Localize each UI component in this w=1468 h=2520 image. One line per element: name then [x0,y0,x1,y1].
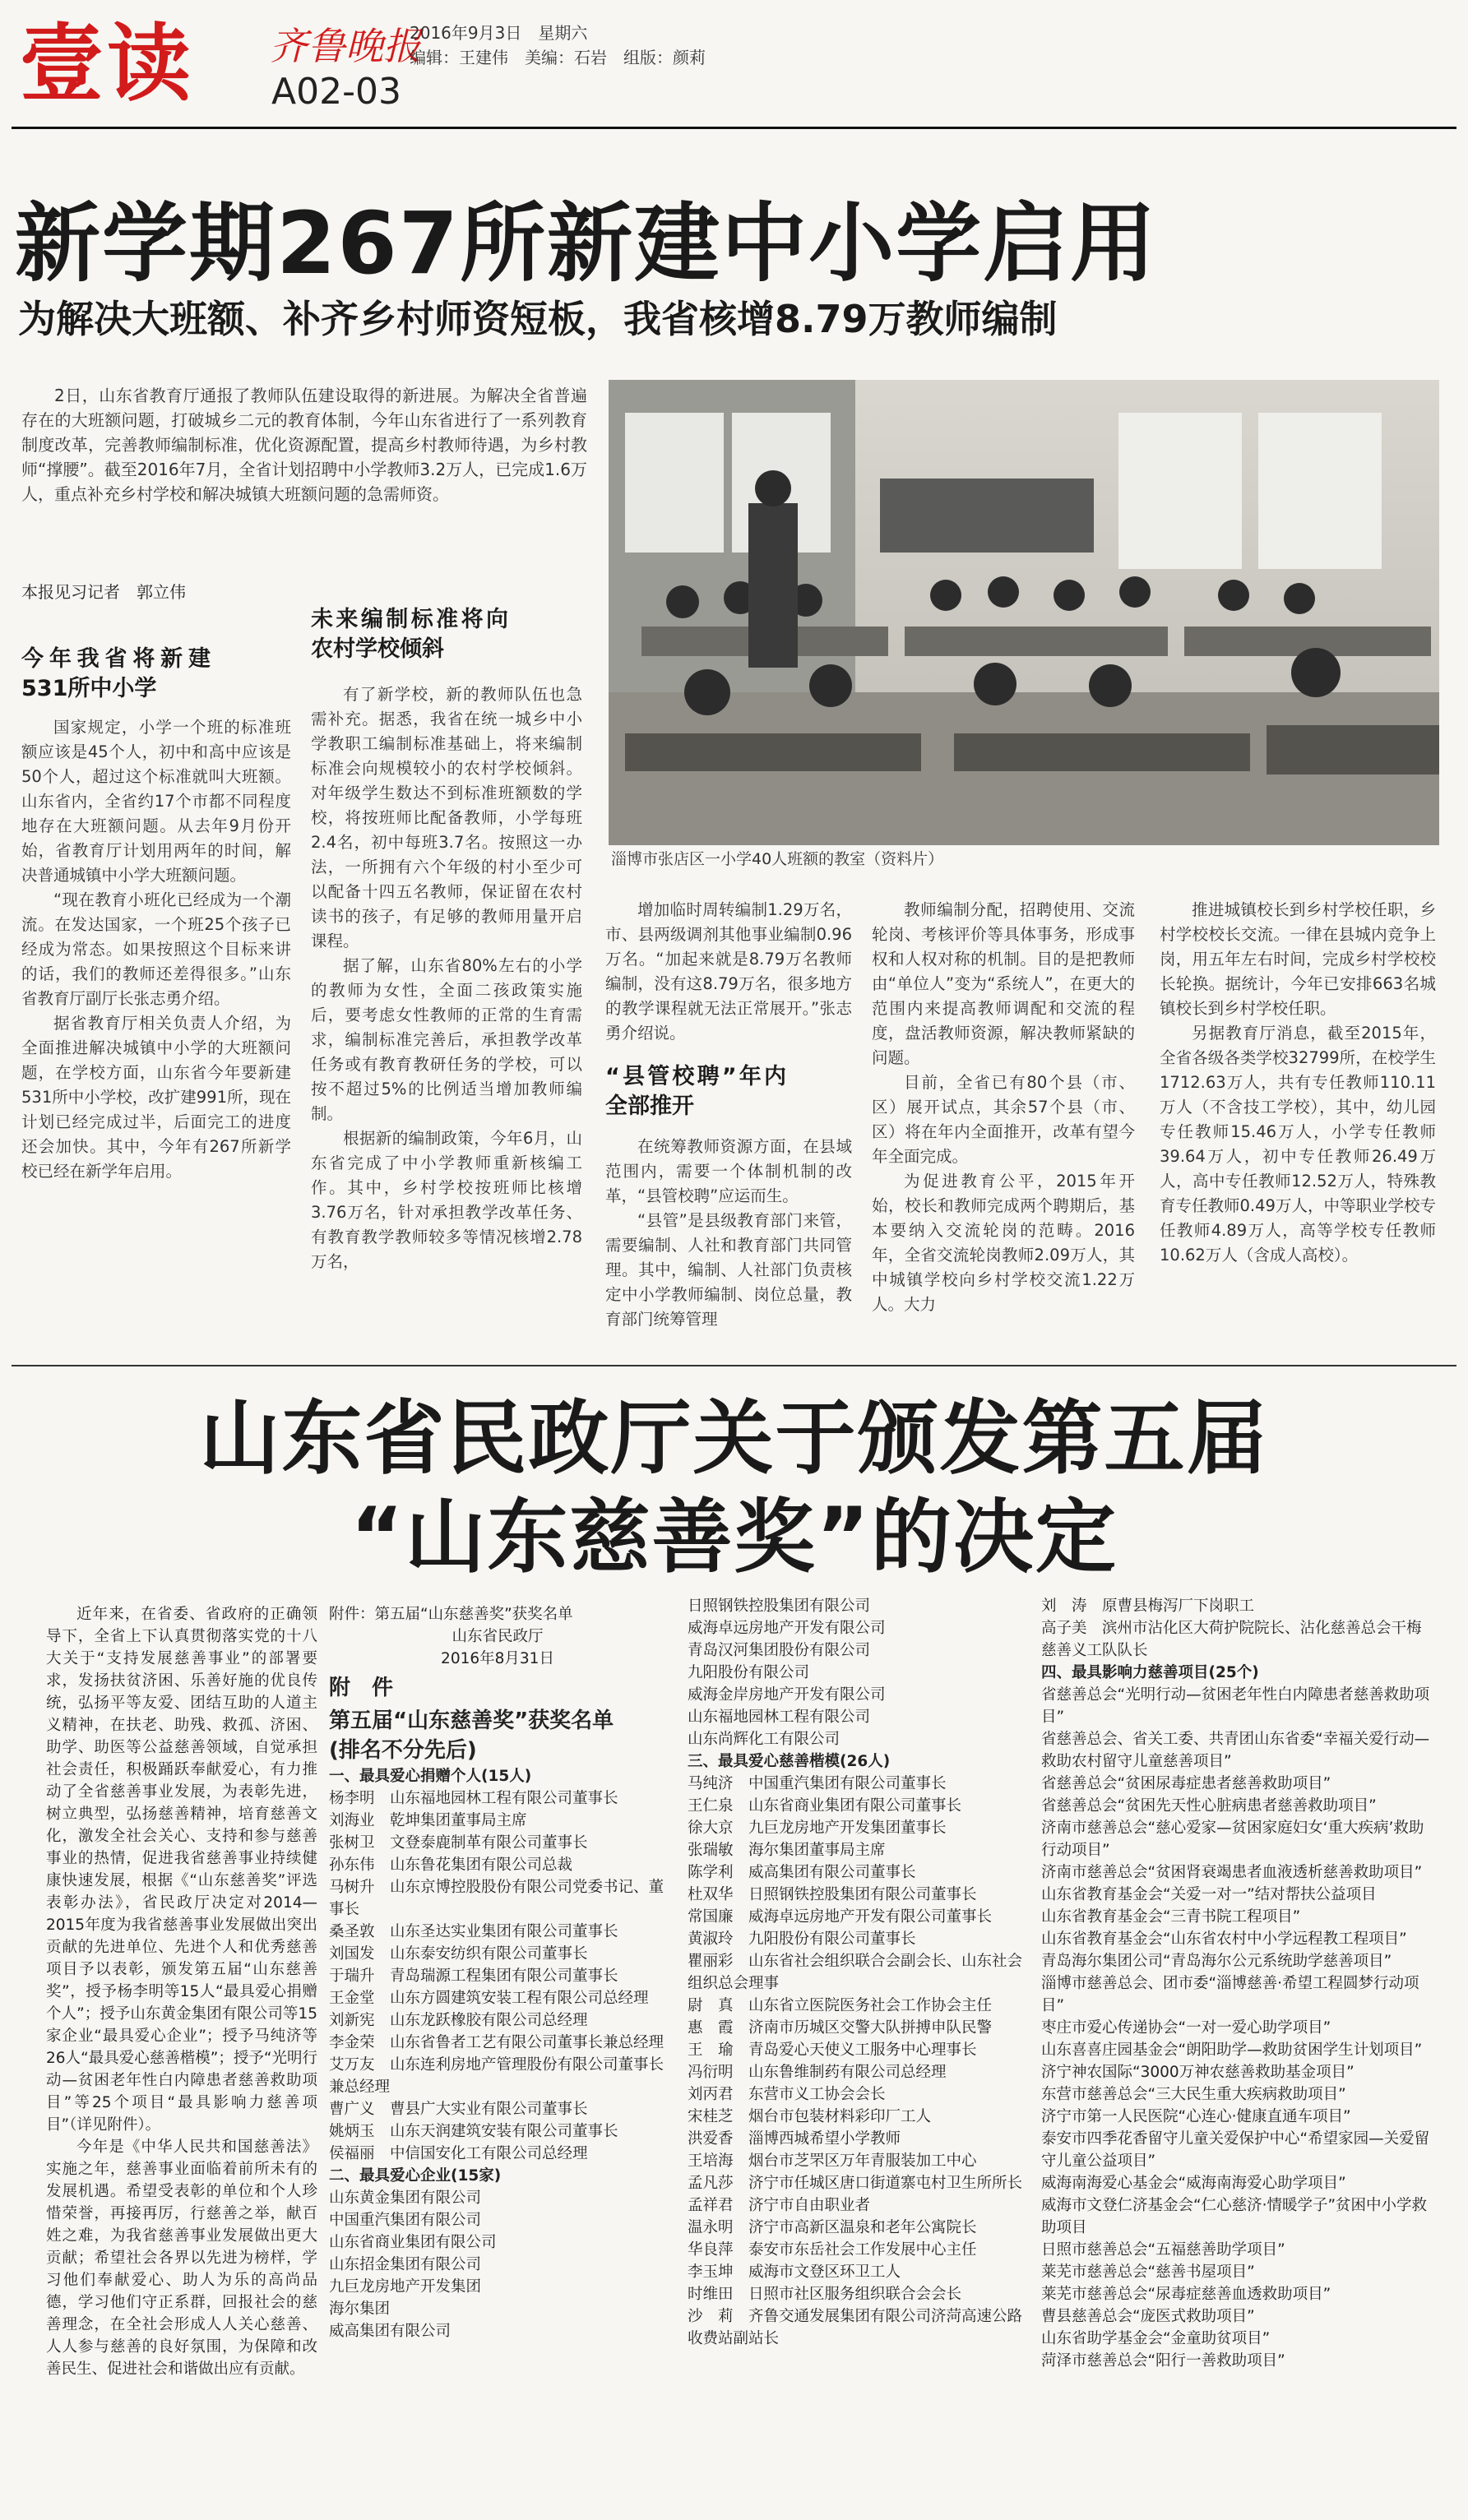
article-column-3: 增加临时周转编制1.29万名，市、县两级调剂其他事业编制0.96万名。“加起来就是8.79万名教师编制，没有这8.79万名，很多地方的教学课程就无法正常展开。”张志勇介绍说。 “县管校聘”年内全部推开 在统筹教师资源方面，在县域范围内，需要一个体制机制的改革，“县管校聘”应运而生。 “县管”是县级教育部门来管，需要编制、人社和教育部门共同管理。其中，编制、人社部门负责核定中小学教师编制、岗位总量，教育部门统筹管理 [605,900,852,1329]
awardee-individual: 王金堂 山东方圆建筑安装工程有限公司总经理 [329,1990,649,2007]
awardee-company: 威高集团有限公司 [329,2323,452,2340]
awardee-company: 日照钢铁控股集团有限公司 [688,1598,871,1615]
notice-annex [329,1603,666,2342]
awardee-project: 威海市文登仁济基金会“仁心慈济·情暖学子”贫困中小学救助项目 [1041,2197,1428,2236]
article-column-5: 推进城镇校长到乡村学校任职，乡村学校校长交流。一律在县城内竞争上岗，用五年左右时间，完成乡村学校校长轮换。据统计，今年已安排663名城镇校长到乡村学校任职。 另据教育厅消息，截至2015年，全省各级各类学校32799所，在校学生1712.63万人，共有专任教师110.11万人（不含技工学校），其中，幼儿园专任教师15.46万人，小学专任教师39.64万人，初中专任教师26.49万人，高中专任教师12.52万人，特殊教育专任教师0.49万人，中等职业学校专任教师4.89万人，高等学校专任教师10.62万人（含成人高校）。 [1160,900,1436,1265]
awardee-individual: 曹广义 曹县广大实业有限公司董事长 [329,2101,588,2118]
page-number: A02-03 [271,71,401,113]
awardee-individual: 刘海业 乾坤集团董事局主席 [329,1812,527,1829]
awardee-model: 常国廉 威海卓远房地产开发有限公司董事长 [688,1908,993,1926]
awardee-company: 九阳股份有限公司 [688,1664,810,1681]
awardee-company: 山东尚辉化工有限公司 [688,1731,841,1748]
awardee-company: 山东省商业集团有限公司 [329,2234,497,2251]
award-list-title: 第五届“山东慈善奖”获奖名单 [329,1709,614,1733]
awardee-model: 华良萍 泰安市东岳社会工作发展中心主任 [688,2241,977,2259]
awardee-individual: 艾万友 山东连利房地产管理股份有限公司董事长兼总经理 [329,2056,665,2096]
annex-title: 附件：第五届“山东慈善奖”获奖名单 [329,1606,573,1623]
article-column-2: 未来编制标准将向农村学校倾斜 有了新学校，新的教师队伍也急需补充。据悉，我省在统一城乡中小学教职工编制标准基础上，将来编制标准会向规模较小的农村学校倾斜。对年级学生数达不到标准班额数的学校，将按班师比配备教师，小学每班2.4名，初中每班3.7名。按照这一办法，一所拥有六个年级的村小至少可以配备十四五名教师，保证留在农村读书的孩子，有足够的教师用量开启课程。 据了解，山东省80%左右的小学的教师为女性，全面二孩政策实施后，要考虑女性教师的正常的生育需求，编制标准完善后，承担教学改革任务或有教育教研任务的学校，可以按不超过5%的比例适当增加教师编制。 根据新的编制政策，今年6月，山东省完成了中小学教师重新核编工作。其中，乡村学校按班师比核增3.76万名，针对承担教学改革任务、有教育教学教师较多等情况核增2.78万名， [311,607,582,1271]
awardee-project: 泰安市四季花香留守儿童关爱保护中心“希望家园—关爱留守儿童公益项目” [1041,2130,1430,2170]
notice-body: 近年来，在省委、省政府的正确领导下，全省上下认真贯彻落实党的十八大关于“支持发展慈善事业”的部署要求，发扬扶贫济困、乐善好施的优良传统，弘扬平等友爱、团结互助的人道主义精神，在扶老、助残、救孤、济困、助学、助医等公益慈善领域，自觉承担社会责任，积极踊跃奉献爱心，有力推动了全省慈善事业发展，为表彰先进，树立典型，弘扬慈善精神，培育慈善文化，激发全社会关心、支持和参与慈善事业的热情，促进我省慈善事业持续健康快速发展，根据《“山东慈善奖”评选表彰办法》，省民政厅决定对2014—2015年度为我省慈善事业发展做出突出贡献的先进单位、先进个人和优秀慈善项目予以表彰，颁发第五届“山东慈善奖”，授予杨李明等15人“最具爱心捐赠个人”；授予山东黄金集团有限公司等15家企业“最具爱心企业”；授予马纯济等26人“最具爱心慈善楷模”；授予“光明行动—贫困老年性白内障患者慈善救助项目”等25个项目“最具影响力慈善项目”（详见附件）。 今年是《中华人民共和国慈善法》实施之年，慈善事业面临着前所未有的发展机遇。希望受表彰的单位和个人珍惜荣誉，再接再厉，行慈善之举，献百姓之难，为我省慈善事业发展做出更大贡献；希望社会各界以先进为榜样，学习他们奉献爱心、助人为乐的高尚品德，学习他们守正系群，回报社会的慈善理念，在全社会形成人人关心慈善、人人参与慈善的良好氛围，为保障和改善民生、促进社会和谐做出应有贡献。 [46,1606,317,2378]
awardee-company: 威海卓远房地产开发有限公司 [688,1620,886,1637]
byline: 本报见习记者 郭立伟 [21,582,186,602]
awardee-individual: 桑圣敦 山东圣达实业集团有限公司董事长 [329,1923,618,1940]
awardee-project: 省慈善总会“光明行动—贫困老年性白内障患者慈善救助项目” [1041,1686,1430,1726]
notice-title-line-2: “山东慈善奖”的决定 [350,1491,1118,1584]
awardee-individual: 张树卫 文登泰鹿制革有限公司董事长 [329,1834,588,1852]
awardee-model: 孟祥君 济宁市自由职业者 [688,2197,871,2214]
subheadline: 为解决大班额、补齐乡村师资短板，我省核增8.79万教师编制 [18,297,1058,341]
awardee-model: 杜双华 日照钢铁控股集团有限公司董事长 [688,1886,977,1903]
awardee-individual: 李金荣 山东省鲁者工艺有限公司董事长兼总经理 [329,2034,665,2051]
awardee-model: 马纯济 中国重汽集团有限公司董事长 [688,1775,947,1792]
awardee-individual: 杨李明 山东福地园林工程有限公司董事长 [329,1790,618,1807]
notice-title-line-1: 山东省民政厅关于颁发第五届 [199,1392,1269,1486]
awardee-project: 青岛海尔集团公司“青岛海尔公元系统助学慈善项目” [1041,1953,1392,1970]
awardee-project: 莱芜市慈善总会“尿毒症慈善血透救助项目” [1041,2286,1331,2303]
awardee-company: 山东福地园林工程有限公司 [688,1709,871,1726]
awardee-project: 济南市慈善总会“慈心爱家—贫困家庭妇女‘重大疾病’救助行动项目” [1041,1819,1424,1859]
awardee-project: 山东省教育基金会“关爱一对一”结对帮扶公益项目 [1041,1886,1377,1903]
awardee-project: 山东省教育基金会“山东省农村中小学远程教工程项目” [1041,1930,1407,1948]
awardee-model: 时维田 日照市社区服务组织联合会会长 [688,2286,962,2303]
awardee-individual: 姚炳玉 山东天润建筑安装有限公司董事长 [329,2123,618,2140]
section-heading: 今年我省将新建531所中小学 [21,646,211,701]
awardee-project: 菏泽市慈善总会“阳行一善救助项目” [1041,2352,1285,2370]
awardee-individual: 于瑞升 青岛瑞源工程集团有限公司董事长 [329,1967,618,1985]
notice-list-column-3 [688,1595,1033,2350]
awardee-individual: 孙东伟 山东鲁花集团有限公司总裁 [329,1856,573,1874]
awardee-project: 枣庄市爱心传递协会“一对一爱心助学项目” [1041,2019,1331,2037]
awardee-model: 李玉坤 威海市文登区环卫工人 [688,2263,901,2281]
awardee-model: 孟凡莎 济宁市任城区唐口街道寨屯村卫生所所长 [688,2175,1023,2192]
editor-credits: 编辑：王建伟 美编：石岩 组版：颜莉 [410,48,706,67]
classroom-photo-image [609,380,1439,845]
awardee-project: 省慈善总会“贫困先天性心脏病患者慈善救助项目” [1041,1797,1377,1815]
awardee-model: 高子美 滨州市沾化区大荷护院院长、沾化慈善总会干梅慈善义工队队长 [1041,1620,1422,1659]
awardee-company: 九巨龙房地产开发集团 [329,2278,482,2296]
awardee-project: 淄博市慈善总会、团市委“淄博慈善·希望工程圆梦行动项目” [1041,1975,1419,2014]
awardee-project: 山东省教育基金会“三青书院工程项目” [1041,1908,1301,1926]
awardee-project: 东营市慈善总会“三大民生重大疾病救助项目” [1041,2086,1346,2103]
awardee-company: 海尔集团 [329,2300,391,2318]
awardee-project: 济南市慈善总会“贫困肾衰竭患者血液透析慈善救助项目” [1041,1864,1423,1881]
issuer: 山东省民政厅 [452,1628,544,1645]
award-list-subtitle: (排名不分先后) [329,1738,477,1763]
awardee-project: 山东喜喜庄园基金会“朗阳助学—救助贫困学生计划项目” [1041,2041,1423,2059]
awardee-project: 山东省助学基金会“金童助贫项目” [1041,2330,1271,2347]
article-column-1: 今年我省将新建531所中小学 国家规定，小学一个班的标准班额应该是45个人，初中和高中应该是50个人，超过这个标准就叫大班额。山东省内，全省约17个市都不同程度地存在大班额问题。从去年9月份开始，省教育厅计划用两年的时间，解决普通城镇中小学大班额问题。 “现在教育小班化已经成为一个潮流。在发达国家，一个班25个孩子已经成为常态。如果按照这个目标来讲的话，我们的教师还差得很多。”山东省教育厅副厅长张志勇介绍。 据省教育厅相关负责人介绍，为全面推进解决城镇中小学的大班额问题，在学校方面，山东省今年要新建531所中小学校，改扩建991所，现在计划已经完成过半，后面完工的进度还会加快。其中，今年有267所新学校已经在新学年启用。 [21,646,291,1181]
awardee-model: 王仁泉 山东省商业集团有限公司董事长 [688,1797,962,1815]
article-column-4: 教师编制分配，招聘使用、交流轮岗、考核评价等具体事务，形成事权和人权对称的机制。目的是把教师由“单位人”变为“系统人”，在更大的范围内来提高教师调配和交流的程度，盘活教师资源，解决教师紧缺的问题。 目前，全省已有80个县（市、区）展开试点，其余57个县（市、区）将在年内全面推开，改革有望今年全面完成。 为促进教育公平，2015年开始，校长和教师完成两个聘期后，基本要纳入交流轮岗的范畴。2016年，全省交流轮岗教师2.09万人，其中城镇学校向乡村学校交流1.22万人。大力 [872,900,1135,1314]
awardee-individual: 马树升 山东京博控股股份有限公司党委书记、董事长 [329,1879,665,1918]
photo-caption: 淄博市张店区一小学40人班额的教室（资料片） [611,850,944,868]
awardee-individual: 刘国发 山东泰安纺织有限公司董事长 [329,1945,588,1963]
awardee-model: 洪爱香 淄博西城希望小学教师 [688,2130,901,2148]
awardee-model: 刘丙君 东营市义工协会会长 [688,2086,886,2103]
section-heading: 未来编制标准将向农村学校倾斜 [311,607,508,662]
awardee-project: 省慈善总会“贫困尿毒症患者慈善救助项目” [1041,1775,1331,1792]
intro-paragraph: 2日，山东省教育厅通报了教师队伍建设取得的新进展。为解决全省普遍存在的大班额问题，打破城乡二元的教育体制，今年山东省进行了一系列教育制度改革，完善教师编制标准，优化资源配置，提高乡村教师待遇，为乡村教师“撑腰”。截至2016年7月，全省计划招聘中小学教师3.2万人，已完成1.6万人，重点补充乡村学校和解决城镇大班额问题的急需师资。 [21,386,587,504]
awardee-model: 尉 真 山东省立医院医务社会工作协会主任 [688,1997,993,2014]
awardee-company: 山东黄金集团有限公司 [329,2189,482,2207]
awardee-model: 王 瑜 青岛爱心天使义工服务中心理事长 [688,2041,977,2059]
awardee-model: 黄淑玲 九阳股份有限公司董事长 [688,1930,916,1948]
masthead-rule [12,127,1456,129]
awardee-model: 沙 莉 齐鲁交通发展集团有限公司济菏高速公路收费站副站长 [688,2308,1023,2347]
awardee-company: 威海金岸房地产开发有限公司 [688,1686,886,1704]
awardee-individual: 刘新宪 山东龙跃橡胶有限公司总经理 [329,2012,588,2029]
attachment-label: 附 件 [329,1676,394,1700]
classroom-photo [609,380,1439,845]
awardee-company: 青岛汉河集团股份有限公司 [688,1642,871,1659]
awardee-project: 曹县慈善总会“庞医式救助项目” [1041,2308,1255,2325]
notice-title [0,1389,1468,1587]
awardee-project: 省慈善总会、省关工委、共青团山东省委“幸福关爱行动—救助农村留守儿童慈善项目” [1041,1731,1430,1770]
section-heading: 二、最具爱心企业(15家) [329,2167,502,2185]
awardee-project: 莱芜市慈善总会“慈善书屋项目” [1041,2263,1255,2281]
awardee-project: 济宁市第一人民医院“心连心·健康直通车项目” [1041,2108,1351,2125]
awardee-model: 张瑞敏 海尔集团董事局主席 [688,1842,886,1859]
awardee-model: 冯衍明 山东鲁维制药有限公司总经理 [688,2064,947,2081]
awardee-model: 陈学利 威高集团有限公司董事长 [688,1864,916,1881]
newspaper-logo: 齐鲁晚报 [270,24,421,68]
section-heading: 四、最具影响力慈善项目(25个) [1041,1664,1259,1681]
awardee-model: 刘 涛 原曹县梅泻厂下岗职工 [1041,1598,1255,1615]
awardee-model: 徐大京 九巨龙房地产开发集团董事长 [688,1819,947,1837]
awardee-individual: 侯福丽 中信国安化工有限公司总经理 [329,2145,588,2162]
awardee-company: 山东招金集团有限公司 [329,2256,482,2273]
awardee-project: 威海南海爱心基金会“威海南海爱心助学项目” [1041,2175,1346,2192]
awardee-project: 济宁神农国际“3000万神农慈善救助基金项目” [1041,2064,1355,2081]
headline: 新学期267所新建中小学启用 [15,193,1158,294]
awardee-project: 日照市慈善总会“五福慈善助学项目” [1041,2241,1285,2259]
section-heading: 一、最具爱心捐赠个人(15人) [329,1768,532,1785]
awardee-model: 瞿丽彩 山东省社会组织联合会副会长、山东社会组织总会理事 [688,1953,1023,1992]
awardee-model: 温永明 济宁市高新区温泉和老年公寓院长 [688,2219,977,2236]
awardee-model: 王培海 烟台市芝罘区万年青服装加工中心 [688,2152,977,2170]
notice-list-column-4 [1041,1595,1436,2372]
section-heading: “县管校聘”年内全部推开 [605,1064,786,1119]
issue-date: 2016年8月31日 [441,1650,554,1667]
section-logo: 壹读 [20,16,194,113]
section-heading: 三、最具爱心慈善楷模(26人) [688,1753,891,1770]
awardee-model: 惠 霞 济南市历城区交警大队拼搏申队民警 [688,2019,993,2037]
awardee-company: 中国重汽集团有限公司 [329,2212,482,2229]
article-divider [12,1365,1456,1366]
awardee-model: 宋桂芝 烟台市包装材料彩印厂工人 [688,2108,932,2125]
publish-date: 2016年9月3日 星期六 [410,23,588,43]
